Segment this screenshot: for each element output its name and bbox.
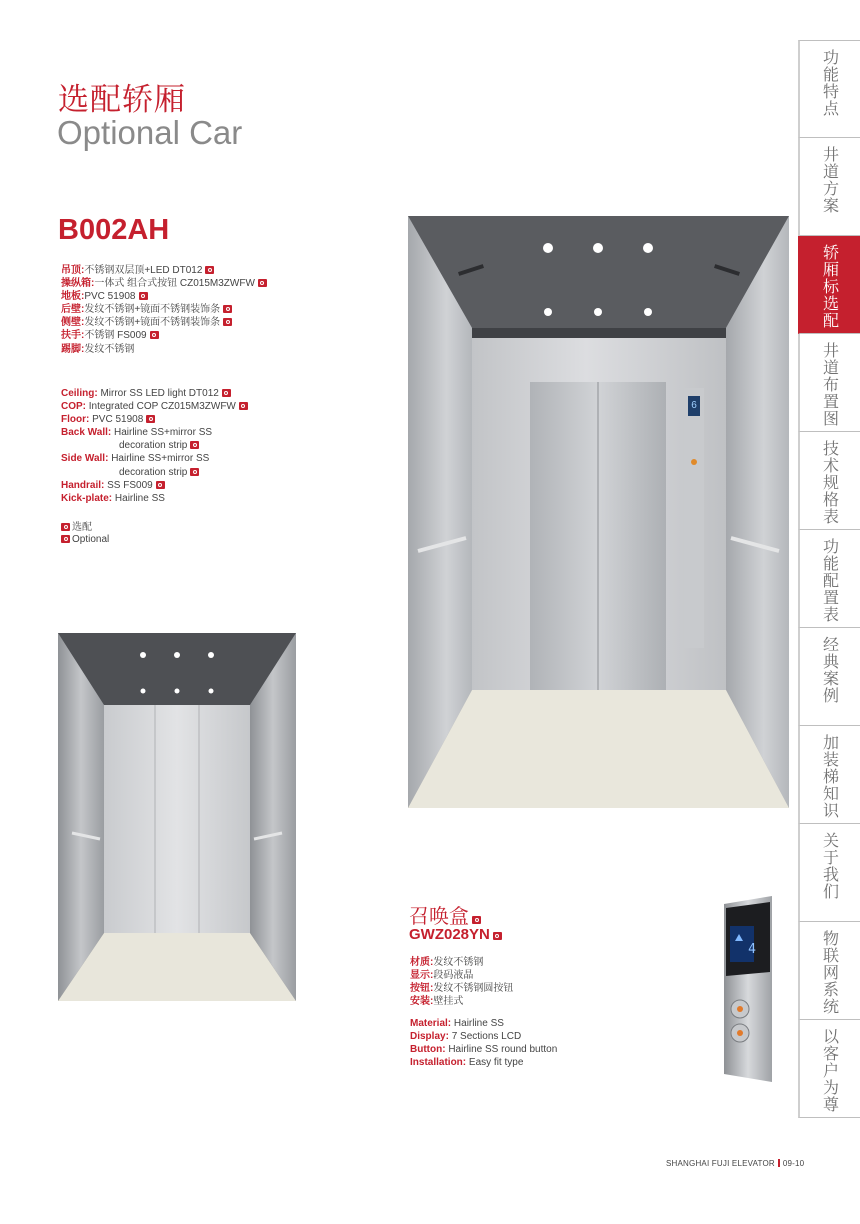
optional-icon	[61, 523, 70, 531]
cop-display-digit: 6	[691, 400, 697, 411]
nav-item-specs[interactable]: 技术规格表	[798, 432, 860, 530]
spec-item: 安装:壁挂式	[410, 996, 464, 1008]
spec-item: 扶手:不锈钢 FS009	[61, 329, 267, 342]
spec-list-cn	[61, 264, 267, 356]
optional-icon	[146, 415, 155, 423]
spec-item: 材质:发纹不锈钢	[410, 957, 484, 968]
callbox-specs-en	[410, 1017, 557, 1069]
page-footer	[666, 1159, 804, 1168]
nav-item-about[interactable]: 关于我们	[798, 824, 860, 922]
spec-item: Kick-plate: Hairline SS	[61, 492, 165, 504]
spec-item: Side Wall: Hairline SS+mirror SS	[61, 453, 210, 465]
spec-item: Ceiling: Mirror SS LED light DT012	[61, 387, 248, 400]
spec-item: 地板:PVC 51908	[61, 290, 267, 303]
nav-item-features[interactable]: 功能特点	[798, 40, 860, 138]
optional-icon	[223, 305, 232, 313]
spec-item: Display: 7 Sections LCD	[410, 1031, 522, 1043]
spec-item: 操纵箱:一体式 组合式按钮 CZ015M3ZWFW	[61, 277, 267, 290]
nav-item-retrofit[interactable]: 加装梯知识	[798, 726, 860, 824]
footer-brand: SHANGHAI FUJI ELEVATOR	[666, 1159, 775, 1168]
optional-legend: 选配 Optional	[61, 522, 109, 546]
spec-item: 吊顶:不锈钢双层顶+LED DT012	[61, 264, 267, 277]
nav-item-config[interactable]: 功能配置表	[798, 530, 860, 628]
nav-item-car-options[interactable]: 轿厢标选配	[798, 236, 860, 334]
page-title-en: Optional Car	[57, 114, 243, 151]
callbox-specs-cn	[410, 956, 513, 1008]
nav-item-shaft-plan[interactable]: 井道方案	[798, 138, 860, 236]
nav-item-shaft-layout[interactable]: 井道布置图	[798, 334, 860, 432]
spec-item: 按钮:发纹不锈钢圆按钮	[410, 983, 514, 995]
spec-item: Back Wall: Hairline SS+mirror SS	[61, 427, 213, 439]
spec-item: 显示:段码液晶	[410, 970, 474, 982]
page-number: 09-10	[782, 1159, 805, 1168]
optional-icon	[150, 331, 159, 339]
optional-icon	[205, 266, 214, 274]
spec-item: COP: Integrated COP CZ015M3ZWFW	[61, 400, 248, 413]
spec-item: Installation: Easy fit type	[410, 1057, 524, 1069]
optional-icon	[190, 441, 199, 449]
optional-icon	[156, 481, 165, 489]
optional-icon	[139, 292, 148, 300]
page-title-cn: 选配轿厢	[58, 82, 186, 118]
spec-item: 侧壁:发纹不锈钢+镜面不锈钢装饰条	[61, 316, 267, 329]
spec-item-cont: decoration strip	[61, 466, 248, 479]
optional-icon	[472, 916, 481, 924]
nav-item-customer[interactable]: 以客户为尊	[798, 1020, 860, 1118]
spec-item-cont: decoration strip	[61, 439, 248, 452]
optional-icon	[61, 535, 70, 543]
spec-item: Material: Hairline SS	[410, 1018, 504, 1029]
optional-icon	[239, 402, 248, 410]
callbox-title: 召唤盒	[409, 900, 481, 929]
nav-item-iot[interactable]: 物联网系统	[798, 922, 860, 1020]
spec-item: Floor: PVC 51908	[61, 413, 248, 426]
spec-list-en	[61, 387, 248, 505]
spec-item: Handrail: SS FS009	[61, 479, 248, 492]
side-nav	[798, 40, 860, 1118]
optional-icon	[493, 932, 502, 940]
optional-icon	[190, 468, 199, 476]
car-photo-small	[58, 633, 296, 1001]
spec-item: Button: Hairline SS round button	[410, 1044, 558, 1056]
spec-item: 踢脚:发纹不锈钢	[61, 343, 135, 355]
optional-icon	[223, 318, 232, 326]
callbox-display-digit: 4	[748, 942, 756, 957]
spec-item: 后壁:发纹不锈钢+镜面不锈钢装饰条	[61, 303, 267, 316]
callbox-image	[716, 896, 776, 1082]
car-model: B002AH	[58, 214, 170, 246]
optional-icon	[258, 279, 267, 287]
car-photo-main	[408, 216, 789, 808]
callbox-model: GWZ028YN	[409, 926, 502, 943]
nav-item-cases[interactable]: 经典案例	[798, 628, 860, 726]
optional-icon	[222, 389, 231, 397]
